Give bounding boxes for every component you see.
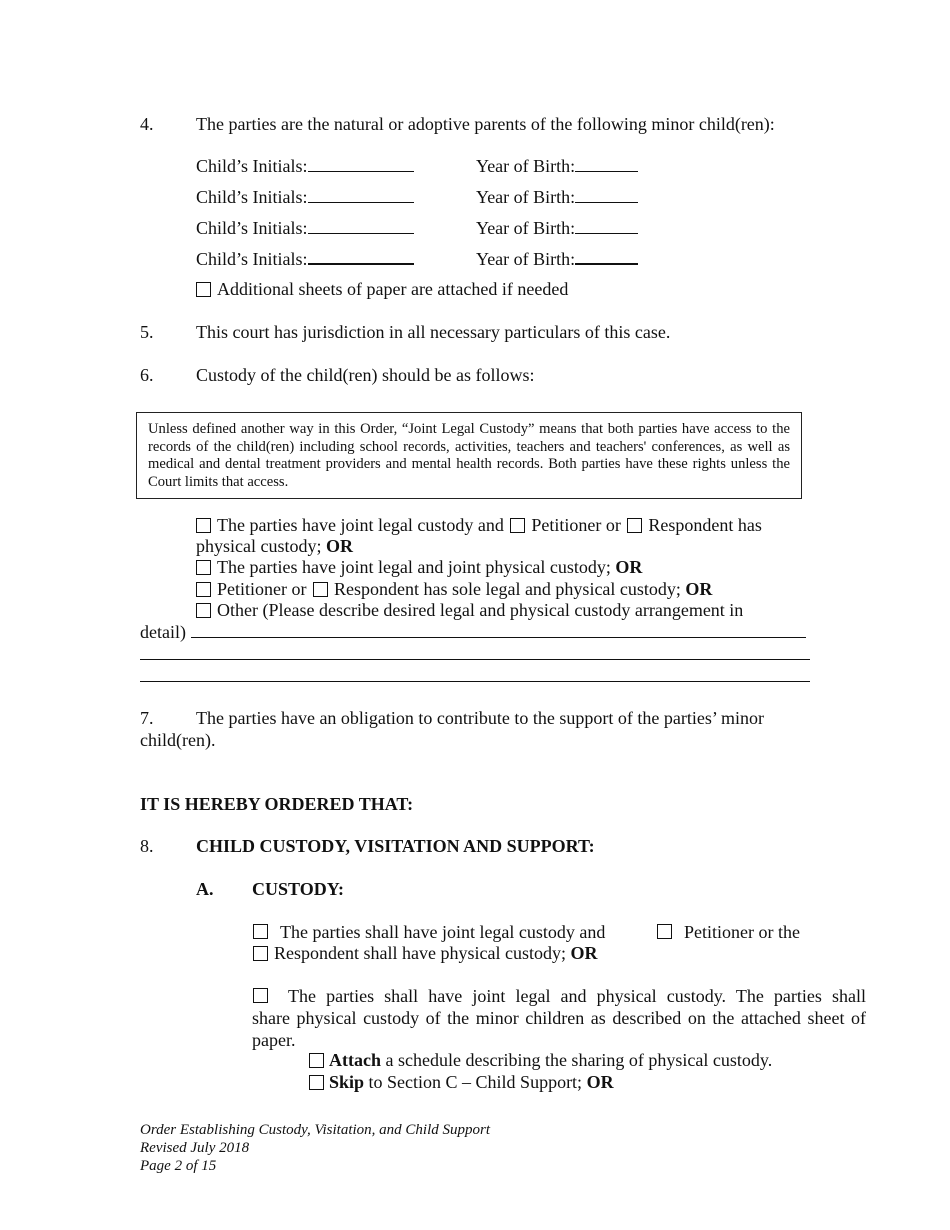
item-5-number: 5. xyxy=(140,322,154,342)
joint-legal-physical-checkbox[interactable] xyxy=(196,560,211,575)
year-of-birth-field[interactable] xyxy=(575,186,638,203)
attach-label: Attach xyxy=(329,1050,381,1070)
other-custody-checkbox[interactable] xyxy=(196,603,211,618)
petitioner-sole-checkbox[interactable] xyxy=(196,582,211,597)
year-of-birth-row-1 xyxy=(476,155,638,177)
ordered-heading: IT IS HEREBY ORDERED THAT: xyxy=(140,794,414,814)
item-7-number: 7. xyxy=(140,708,154,728)
detail-line-1[interactable] xyxy=(191,637,806,638)
petitioner-physical-order-checkbox[interactable] xyxy=(657,924,672,939)
or-label: OR xyxy=(325,536,353,556)
attach-schedule-option xyxy=(309,1049,772,1071)
year-of-birth-field[interactable] xyxy=(575,155,638,172)
custody-option-3-text: Respondent has sole legal and physical custody; xyxy=(333,579,681,599)
joint-legal-custody-order-checkbox[interactable] xyxy=(253,924,268,939)
skip-label: Skip xyxy=(329,1072,365,1092)
child-initials-label: Child’s Initials: xyxy=(196,156,308,176)
attach-schedule-checkbox[interactable] xyxy=(309,1053,324,1068)
a2-line-3: paper. xyxy=(252,1030,296,1050)
joint-legal-physical-order-checkbox[interactable] xyxy=(253,988,268,1003)
skip-text: to Section C – Child Support; xyxy=(368,1072,583,1092)
child-initials-row-3 xyxy=(196,217,414,239)
additional-sheets-checkbox[interactable] xyxy=(196,282,211,297)
item-7-text: The parties have an obligation to contribute to the support of the parties’ minor xyxy=(196,708,765,728)
item-4-number: 4. xyxy=(140,114,154,134)
child-initials-label: Child’s Initials: xyxy=(196,218,308,238)
a1-petitioner-text: Petitioner or the xyxy=(684,922,800,942)
child-initials-row-2 xyxy=(196,186,414,208)
year-of-birth-label: Year of Birth: xyxy=(476,249,576,269)
year-of-birth-label: Year of Birth: xyxy=(476,187,576,207)
footer-title: Order Establishing Custody, Visitation, and Child Support xyxy=(140,1122,491,1138)
item-7-text-cont: child(ren). xyxy=(140,730,216,750)
item-6-text: Custody of the child(ren) should be as follows: xyxy=(196,365,535,385)
detail-line-3[interactable] xyxy=(140,681,810,682)
child-initials-label: Child’s Initials: xyxy=(196,187,308,207)
section-a-letter: A. xyxy=(196,879,214,899)
custody-option-1-text: The parties have joint legal custody and xyxy=(217,515,504,535)
additional-sheets-label: Additional sheets of paper are attached if needed xyxy=(217,279,569,299)
footer-revised: Revised July 2018 xyxy=(140,1140,250,1156)
joint-legal-custody-notice: Unless defined another way in this Order, “Joint Legal Custody” means that both parties have access to the records of the child(ren) including school records, activities, teachers and teachers' conferences, as well as medical and dental treatment providers and mental health records. Both parties have these rights unless the Court limits that access. xyxy=(136,412,802,499)
footer-page-number: Page 2 of 15 xyxy=(140,1158,217,1174)
child-initials-field[interactable] xyxy=(308,247,414,265)
child-initials-row-1 xyxy=(196,155,414,177)
custody-option-2 xyxy=(196,556,642,578)
respondent-sole-checkbox[interactable] xyxy=(313,582,328,597)
year-of-birth-label: Year of Birth: xyxy=(476,156,576,176)
year-of-birth-row-2 xyxy=(476,186,638,208)
item-4-text: The parties are the natural or adoptive parents of the following minor child(ren): xyxy=(196,114,775,134)
respondent-label: Respondent has xyxy=(648,515,762,535)
a1-respondent-text: Respondent shall have physical custody; xyxy=(274,943,566,963)
or-label: OR xyxy=(685,579,713,599)
petitioner-label: Petitioner or xyxy=(217,579,307,599)
respondent-physical-checkbox[interactable] xyxy=(627,518,642,533)
joint-legal-custody-checkbox[interactable] xyxy=(196,518,211,533)
child-initials-field[interactable] xyxy=(308,186,414,203)
custody-option-1 xyxy=(196,514,762,536)
year-of-birth-field[interactable] xyxy=(575,247,638,265)
a1-text: The parties shall have joint legal custody and xyxy=(280,922,606,942)
petitioner-physical-checkbox[interactable] xyxy=(510,518,525,533)
item-8-title: CHILD CUSTODY, VISITATION AND SUPPORT: xyxy=(196,836,595,856)
year-of-birth-label: Year of Birth: xyxy=(476,218,576,238)
a2-line-1: The parties shall have joint legal and physical custody. The parties shall xyxy=(288,986,866,1006)
custody-option-1-cont xyxy=(196,535,353,557)
petitioner-label: Petitioner or xyxy=(531,515,621,535)
attach-text: a schedule describing the sharing of physical custody. xyxy=(385,1050,773,1070)
additional-sheets-option xyxy=(196,278,568,300)
or-label: OR xyxy=(570,943,598,963)
year-of-birth-field[interactable] xyxy=(575,217,638,234)
respondent-physical-order-checkbox[interactable] xyxy=(253,946,268,961)
skip-checkbox[interactable] xyxy=(309,1075,324,1090)
custody-option-3 xyxy=(196,578,712,600)
custody-option-4 xyxy=(196,599,743,621)
custody-option-2-text: The parties have joint legal and joint physical custody; xyxy=(217,557,611,577)
child-initials-label: Child’s Initials: xyxy=(196,249,308,269)
detail-label: detail) xyxy=(140,622,186,642)
a2-line-2: share physical custody of the minor children as described on the attached sheet of xyxy=(252,1008,866,1028)
custody-option-4-text: Other (Please describe desired legal and physical custody arrangement in xyxy=(217,600,744,620)
item-6-number: 6. xyxy=(140,365,154,385)
child-initials-field[interactable] xyxy=(308,155,414,172)
child-initials-row-4 xyxy=(196,247,414,270)
a1-line-2 xyxy=(253,942,597,964)
physical-custody-text: physical custody; xyxy=(196,536,322,556)
item-5-text: This court has jurisdiction in all necessary particulars of this case. xyxy=(196,322,671,342)
section-a-title: CUSTODY: xyxy=(252,879,345,899)
skip-option xyxy=(309,1071,614,1093)
or-label: OR xyxy=(586,1072,614,1092)
child-initials-field[interactable] xyxy=(308,217,414,234)
detail-line-2[interactable] xyxy=(140,659,810,660)
or-label: OR xyxy=(615,557,643,577)
year-of-birth-row-3 xyxy=(476,217,638,239)
year-of-birth-row-4 xyxy=(476,247,638,270)
item-8-number: 8. xyxy=(140,836,154,856)
